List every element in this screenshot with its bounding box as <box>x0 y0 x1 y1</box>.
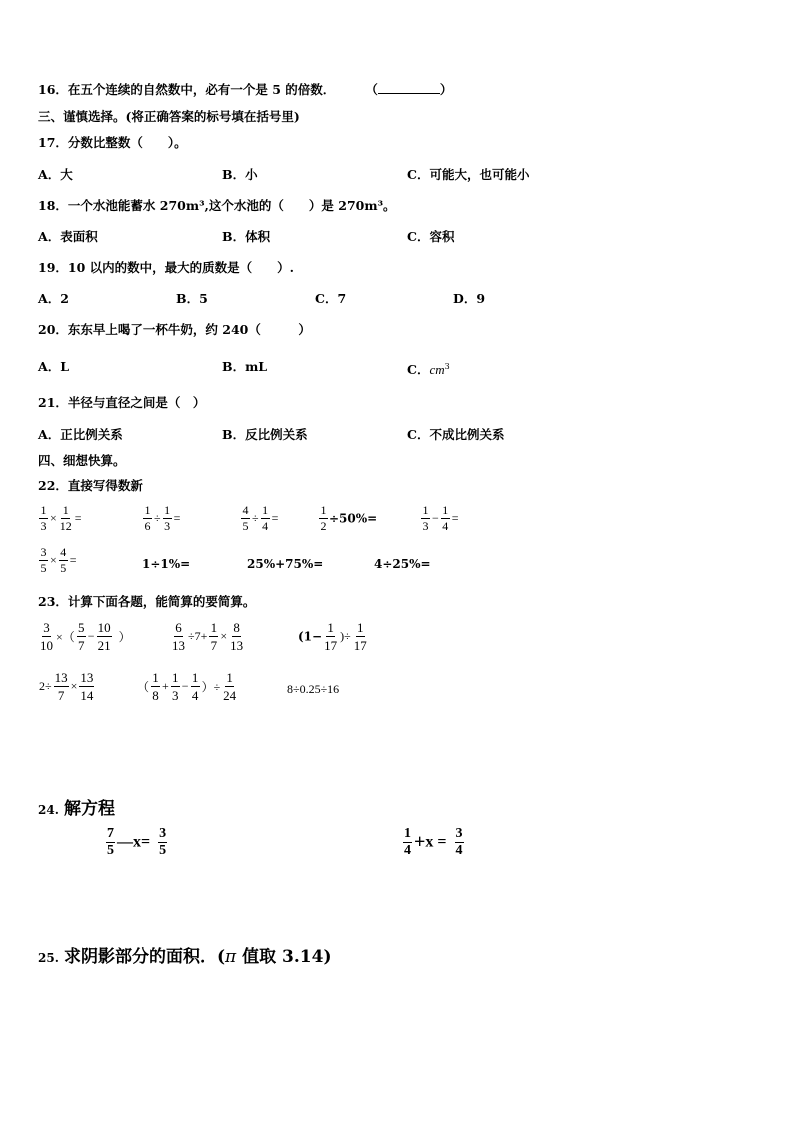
q22-expr-9: 4÷25%= <box>374 557 431 571</box>
q17-option-a[interactable]: A．大 <box>38 167 73 182</box>
q19-option-c[interactable]: C．7 <box>315 291 347 306</box>
q19-option-a[interactable]: A．2 <box>38 291 69 306</box>
q18-option-b[interactable]: B．体积 <box>222 229 271 244</box>
question-25-number: 25. <box>38 951 59 965</box>
q20-option-b[interactable]: B．mL <box>222 359 268 374</box>
q20-option-c[interactable] <box>407 359 450 378</box>
answer-blank[interactable] <box>378 82 440 94</box>
fraction: $\frac{4}{5}$ <box>242 503 249 533</box>
q18-option-a[interactable]: A．表面积 <box>38 229 98 244</box>
q23-expr-5: （ $\frac{1}{8}$ + $\frac{1}{3}$ − $\frac{1}{4}$ ）÷ $\frac{1}{24}$ <box>137 670 237 703</box>
fraction: $\frac{4}{5}$ <box>60 545 67 575</box>
fraction: $\frac{3}{4}$ <box>455 826 463 858</box>
fraction: $\frac{1}{3}$ <box>164 503 171 533</box>
q23-expr-1: $\frac{3}{10}$ ×（ $\frac{5}{7}$ − $\frac{10}{21}$ ） <box>40 620 131 653</box>
fraction: $\frac{13}{14}$ <box>80 670 94 703</box>
fraction: $\frac{1}{4}$ <box>262 503 269 533</box>
q23-expr-2: $\frac{6}{13}$ ÷7+ $\frac{1}{7}$ × $\frac{8}{13}$ <box>172 620 244 653</box>
q22-expr-8: 25%+75%= <box>247 557 324 571</box>
fraction: $\frac{1}{8}$ <box>152 670 159 703</box>
equation-1: $\frac{7}{5}$ —x= $\frac{3}{5}$ <box>107 826 167 858</box>
fraction: $\frac{1}{24}$ <box>223 670 237 703</box>
question-16-text: 16．在五个连续的自然数中，必有一个是 5 的倍数． <box>38 82 336 97</box>
fraction: $\frac{13}{7}$ <box>54 670 68 703</box>
question-24-heading <box>38 794 115 819</box>
fraction: $\frac{1}{2}$ <box>320 503 327 533</box>
fraction: $\frac{3}{5}$ <box>40 545 47 575</box>
q22-expr-3: $\frac{4}{5}$ ÷ $\frac{1}{4}$ = <box>242 503 279 533</box>
question-25-rest: 值取 3.14) <box>236 947 332 967</box>
q23-expr-6: 8÷0.25÷16 <box>287 682 340 696</box>
fraction: $\frac{1}{17}$ <box>324 620 338 653</box>
q22-expr-7: 1÷1%= <box>142 557 191 571</box>
fraction: $\frac{1}{4}$ <box>404 826 411 858</box>
question-23-text: 23．计算下面各题，能简算的要简算。 <box>38 594 256 609</box>
unit-cm-superscript: 3 <box>444 362 450 371</box>
q17-option-b[interactable]: B．小 <box>222 167 258 182</box>
question-25 <box>38 942 332 967</box>
question-19-text: 19．10 以内的数中，最大的质数是（ ）. <box>38 260 294 275</box>
question-25-text: 求阴影部分的面积．( <box>63 947 226 967</box>
q20-option-a[interactable]: A．L <box>38 359 69 374</box>
answer-close-paren: ） <box>439 82 453 97</box>
unit-cm: cm <box>429 362 445 378</box>
fraction: $\frac{1}{3}$ <box>422 503 429 533</box>
q22-expr-6: $\frac{3}{5}$ × $\frac{4}{5}$ = <box>40 545 77 575</box>
q19-option-b[interactable]: B．5 <box>176 291 208 306</box>
fraction: $\frac{1}{7}$ <box>210 620 218 653</box>
fraction: $\frac{1}{17}$ <box>353 620 367 653</box>
fraction: $\frac{10}{21}$ <box>97 620 111 653</box>
section-4-heading: 四、细想快算。 <box>38 453 126 468</box>
question-16 <box>38 82 452 98</box>
question-21-text: 21．半径与直径之间是（ ） <box>38 395 206 410</box>
q23-expr-3: (1− $\frac{1}{17}$ )÷ $\frac{1}{17}$ <box>298 620 367 653</box>
fraction: $\frac{7}{5}$ <box>107 826 114 858</box>
pi-symbol: π <box>225 947 237 967</box>
q17-option-c[interactable]: C．可能大，也可能小 <box>407 167 530 182</box>
q18-option-c[interactable]: C．容积 <box>407 229 455 244</box>
question-24-number: 24. <box>38 803 59 817</box>
q22-expr-4: $\frac{1}{2}$ ÷50%= <box>320 503 378 533</box>
fraction: $\frac{8}{13}$ <box>230 620 244 653</box>
fraction: $\frac{1}{3}$ <box>40 503 47 533</box>
question-18-text: 18．一个水池能蓄水 270m³,这个水池的（ ）是 270m³。 <box>38 198 396 213</box>
question-24-title: 解方程 <box>63 799 115 819</box>
question-17-text: 17．分数比整数（ ）。 <box>38 135 187 150</box>
q19-option-d[interactable]: D．9 <box>453 291 486 306</box>
fraction: $\frac{1}{12}$ <box>59 503 72 533</box>
fraction: $\frac{3}{10}$ <box>40 620 53 653</box>
question-22-text: 22．直接写得数新 <box>38 478 143 493</box>
fraction: $\frac{6}{13}$ <box>172 620 185 653</box>
q22-expr-5: $\frac{1}{3}$ − $\frac{1}{4}$ = <box>422 503 459 533</box>
equation-2: $\frac{1}{4}$ +x = $\frac{3}{4}$ <box>404 826 463 858</box>
answer-open-paren: （ <box>365 82 378 97</box>
q22-expr-1: $\frac{1}{3}$ × $\frac{1}{12}$ = <box>40 503 82 533</box>
q21-option-a[interactable]: A．正比例关系 <box>38 427 123 442</box>
q22-expr-2: $\frac{1}{6}$ ÷ $\frac{1}{3}$ = <box>144 503 181 533</box>
fraction: $\frac{3}{5}$ <box>159 826 167 858</box>
fraction: $\frac{1}{4}$ <box>191 670 199 703</box>
question-20-text: 20．东东早上喝了一杯牛奶，约 240（ ） <box>38 322 311 337</box>
q21-option-b[interactable]: B．反比例关系 <box>222 427 308 442</box>
fraction: $\frac{1}{3}$ <box>172 670 179 703</box>
q20-option-c-label: C． <box>407 362 430 378</box>
fraction: $\frac{5}{7}$ <box>78 620 85 653</box>
section-3-heading: 三、谨慎选择。(将正确答案的标号填在括号里) <box>38 109 300 124</box>
fraction: $\frac{1}{4}$ <box>442 503 449 533</box>
fraction: $\frac{1}{6}$ <box>144 503 151 533</box>
q21-option-c[interactable]: C．不成比例关系 <box>407 427 505 442</box>
q23-expr-4: 2÷ $\frac{13}{7}$ × $\frac{13}{14}$ <box>39 670 94 703</box>
